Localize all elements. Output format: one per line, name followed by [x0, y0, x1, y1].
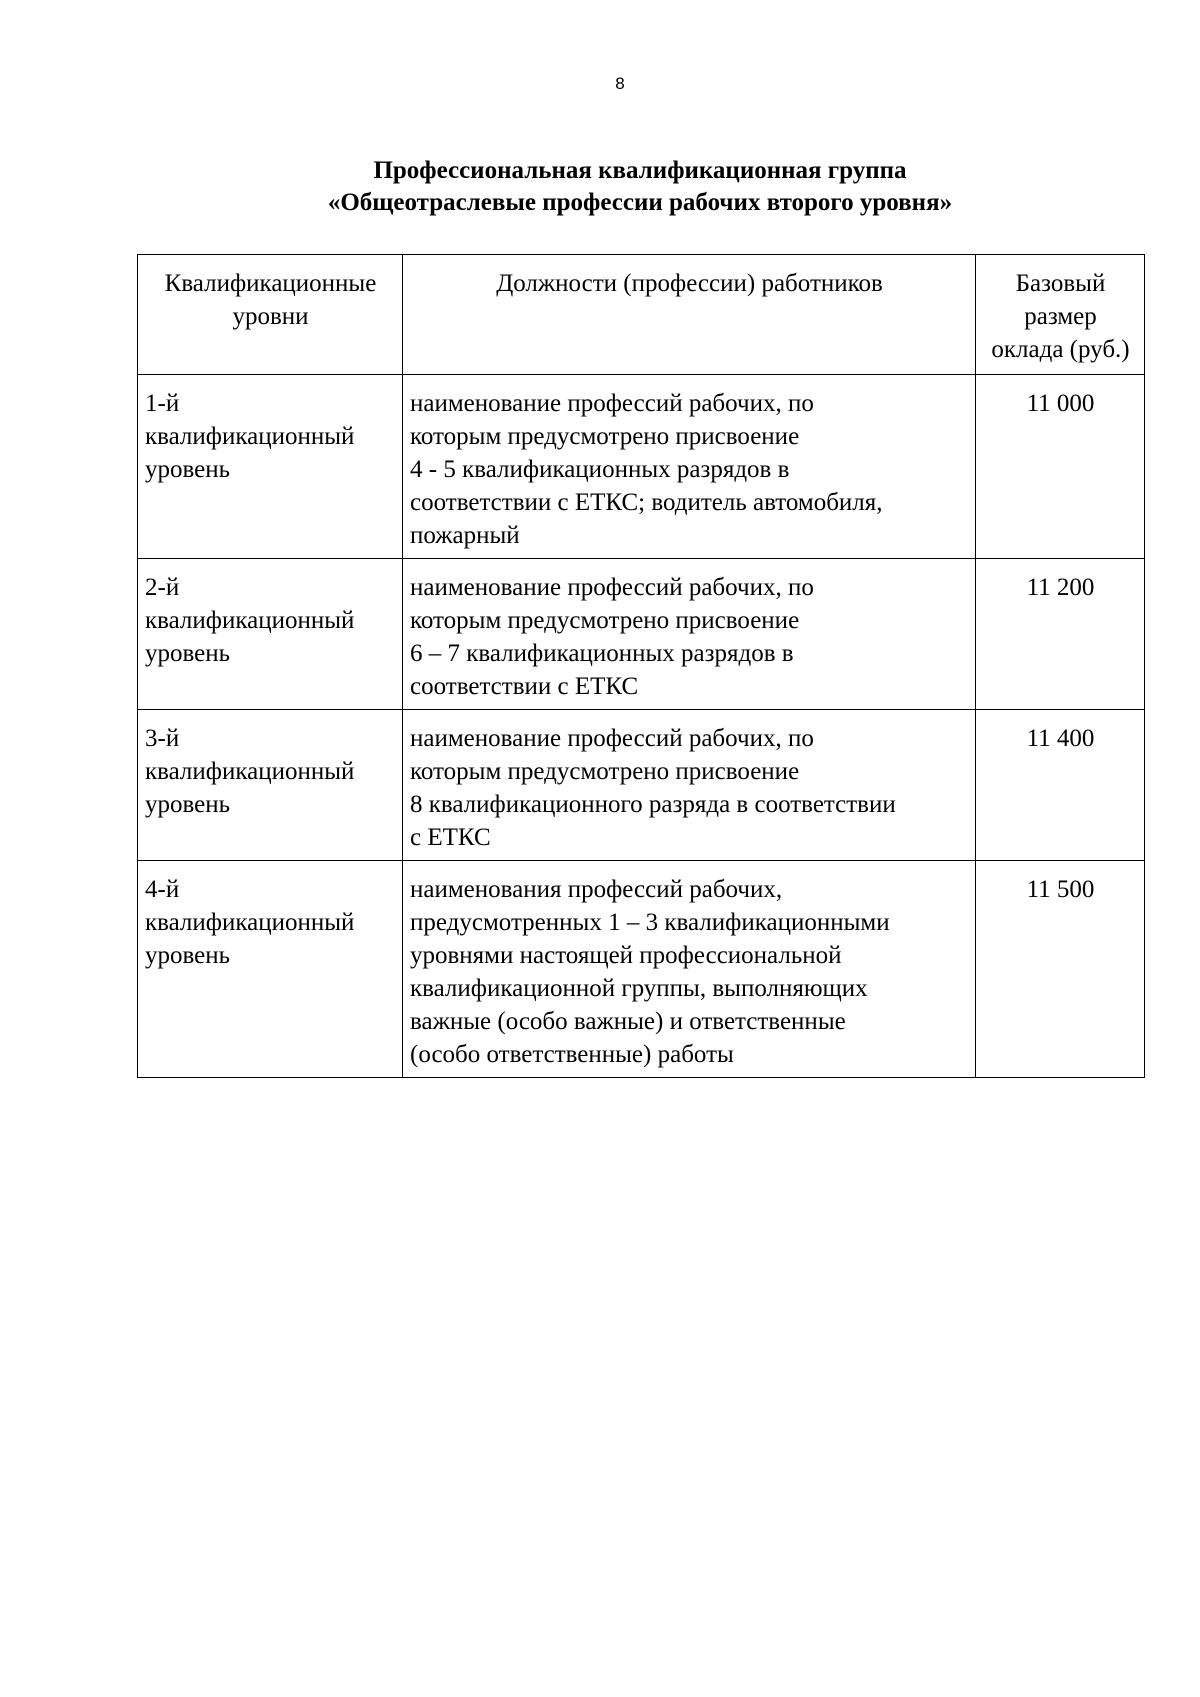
- level-word: квалификационный: [145, 909, 355, 936]
- header-salary-line: оклада (руб.): [991, 336, 1130, 363]
- level-number: 4-й: [145, 876, 180, 903]
- level-cell: [138, 559, 403, 710]
- title-line-2: «Общеотраслевые профессии рабочих второго уровня»: [327, 189, 953, 216]
- level-number: 3-й: [145, 725, 180, 752]
- level-cell: [138, 861, 403, 1078]
- salary-cell: 11 000: [976, 375, 1145, 559]
- header-levels-line: Квалификационные: [164, 270, 377, 297]
- description-cell: наименование профессий рабочих, по которым предусмотрено присвоение 8 квалификационного разряда в соответствии с ЕТКС: [403, 710, 976, 861]
- header-positions: [403, 255, 976, 375]
- level-word: квалификационный: [145, 758, 355, 785]
- description-cell: наименование профессий рабочих, по которым предусмотрено присвоение 6 – 7 квалификационных разрядов в соответствии с ЕТКС: [403, 559, 976, 710]
- level-cell: [138, 375, 403, 559]
- salary-cell: 11 400: [976, 710, 1145, 861]
- level-number: 2-й: [145, 574, 180, 601]
- level-number: 1-й: [145, 390, 180, 417]
- header-salary-line: Базовый: [1015, 270, 1106, 297]
- level-word: квалификационный: [145, 423, 355, 450]
- salary-cell: 11 500: [976, 861, 1145, 1078]
- table-row: [138, 861, 1145, 1078]
- page-number: 8: [615, 74, 625, 93]
- header-levels-line: уровни: [232, 303, 309, 330]
- table-row: [138, 710, 1145, 861]
- salary-table: [137, 254, 1145, 1078]
- level-word: уровень: [145, 942, 231, 969]
- salary-cell: 11 200: [976, 559, 1145, 710]
- level-cell: [138, 710, 403, 861]
- document-title: [140, 155, 1140, 219]
- header-levels: [138, 255, 403, 375]
- description-cell: наименование профессий рабочих, по которым предусмотрено присвоение 4 - 5 квалификационных разрядов в соответствии с ЕТКС; водитель автомобиля, пожарный: [403, 375, 976, 559]
- table-row: [138, 375, 1145, 559]
- header-positions-line: Должности (профессии) работников: [496, 270, 883, 297]
- table-header-row: [138, 255, 1145, 375]
- description-cell: наименования профессий рабочих, предусмотренных 1 – 3 квалификационными уровнями настоящей профессиональной квалификационной группы, выполняющих важные (особо важные) и ответственные (особо ответственные) работы: [403, 861, 976, 1078]
- header-salary: [976, 255, 1145, 375]
- header-salary-line: размер: [1024, 303, 1097, 330]
- level-word: уровень: [145, 640, 231, 667]
- level-word: уровень: [145, 791, 231, 818]
- title-line-1: Профессиональная квалификационная группа: [373, 157, 907, 184]
- table-row: [138, 559, 1145, 710]
- level-word: квалификационный: [145, 607, 355, 634]
- level-word: уровень: [145, 456, 231, 483]
